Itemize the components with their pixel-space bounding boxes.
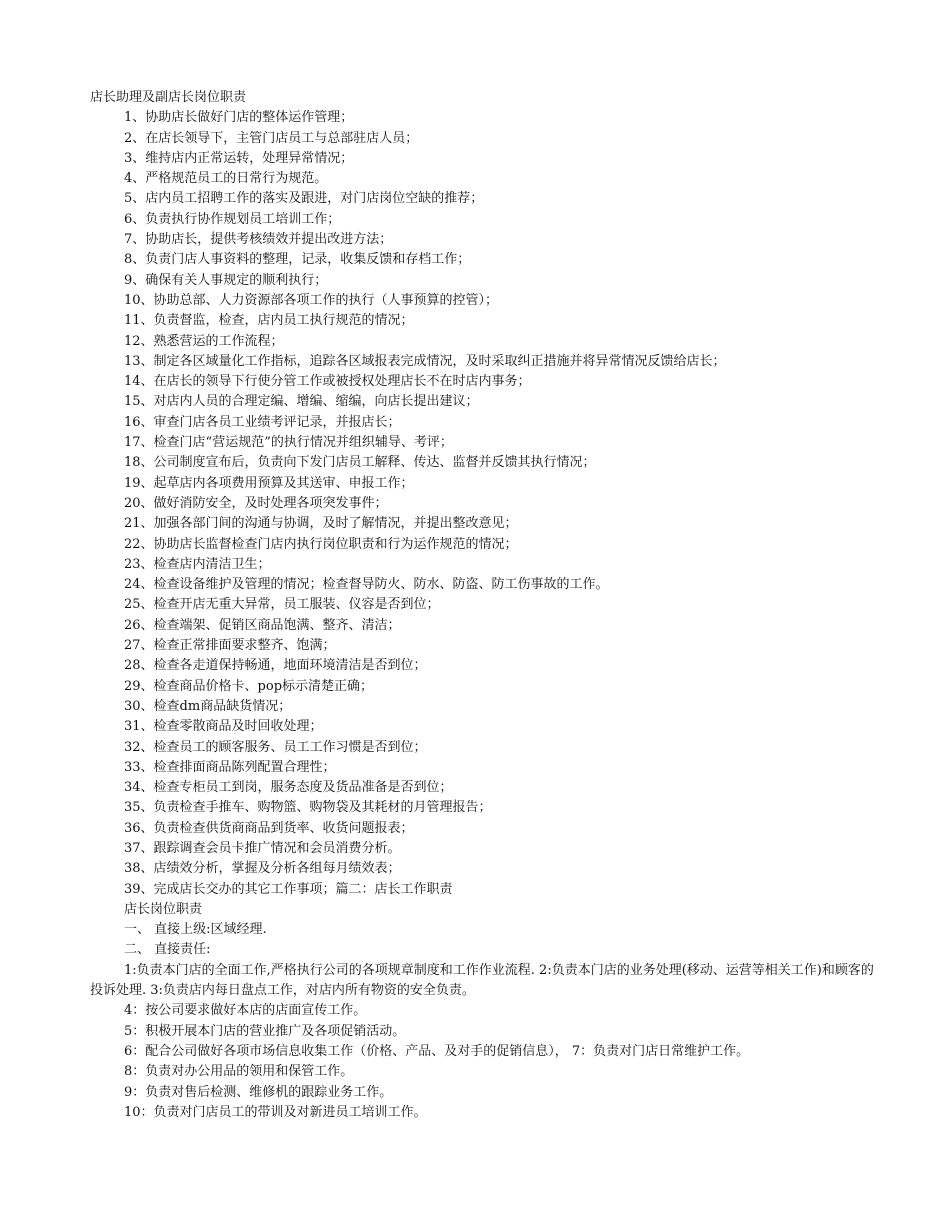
duty-item: 33、检查排面商品陈列配置合理性； (124, 759, 336, 775)
duty-item: 19、起草店内各项费用预算及其送审、申报工作； (124, 475, 414, 491)
duty-item: 25、检查开店无重大异常，员工服装、仪容是否到位； (124, 597, 440, 613)
duty-item: 27、检查正常排面要求整齐、饱满； (124, 638, 336, 654)
duty-item: 35、负责检查手推车、购物篮、购物袋及其耗材的月管理报告； (124, 800, 492, 816)
section2-paragraph: 9：负责对售后检测、维修机的跟踪业务工作。 (124, 1084, 393, 1100)
duty-item: 39、完成店长交办的其它工作事项；篇二：店长工作职责 (124, 881, 453, 897)
duty-item: 29、检查商品价格卡、pop标示清楚正确； (124, 678, 374, 694)
duty-item: 15、对店内人员的合理定编、增编、缩编，向店长提出建议； (124, 394, 479, 410)
section2-paragraph: 8：负责对办公用品的领用和保管工作。 (124, 1064, 354, 1080)
duty-item: 13、制定各区域量化工作指标，追踪各区域报表完成情况，及时采取纠正措施并将异常情况反馈给店长； (124, 353, 726, 369)
duty-item: 3、维持店内正常运转，处理异常情况； (124, 150, 354, 166)
duty-item: 32、检查员工的顾客服务、员工工作习惯是否到位； (124, 739, 427, 755)
duty-item: 28、检查各走道保持畅通，地面环境清洁是否到位； (124, 658, 427, 674)
duty-item: 23、检查店内清洁卫生； (124, 556, 271, 572)
duty-item: 21、加强各部门间的沟通与协调，及时了解情况，并提出整改意见； (124, 516, 518, 532)
section2-lines (90, 920, 880, 961)
duty-item: 6、负责执行协作规划员工培训工作； (124, 211, 341, 227)
section2-paragraph: 5：积极开展本门店的营业推广及各项促销活动。 (124, 1023, 406, 1039)
document-page (90, 88, 880, 1123)
duty-item: 20、做好消防安全，及时处理各项突发事件； (124, 495, 388, 511)
document-title: 店长助理及副店长岗位职责 (90, 90, 247, 105)
section2-line: 二、 直接责任: (124, 942, 211, 958)
section2-paragraph: 1:负责本门店的全面工作,严格执行公司的各项规章制度和工作作业流程. 2:负责本门店的业务处理(移动、运营等相关工作)和顾客的投诉处理. 3:负责店内每日盘点工作，对店内所有物资的安全负责。 (90, 962, 874, 999)
duty-item: 8、负责门店人事资料的整理，记录，收集反馈和存档工作； (124, 252, 471, 268)
duty-item: 9、确保有关人事规定的顺利执行； (124, 272, 328, 288)
duty-list (90, 108, 880, 900)
duty-item: 30、检查dm商品缺货情况； (124, 698, 292, 714)
section2-title: 店长岗位职责 (124, 901, 203, 917)
duty-item: 5、店内员工招聘工作的落实及跟进，对门店岗位空缺的推荐； (124, 191, 484, 207)
duty-item: 12、熟悉营运的工作流程； (124, 333, 284, 349)
duty-item: 26、检查端架、促销区商品饱满、整齐、清洁； (124, 617, 401, 633)
section2-paragraph: 10：负责对门店员工的带训及对新进员工培训工作。 (124, 1104, 427, 1120)
duty-item: 38、店绩效分析，掌握及分析各组每月绩效表； (124, 861, 401, 877)
duty-item: 14、在店长的领导下行使分管工作或被授权处理店长不在时店内事务； (124, 374, 531, 390)
duty-item: 10、协助总部、人力资源部各项工作的执行（人事预算的控管）； (124, 292, 499, 308)
duty-item: 17、检查门店“营运规范”的执行情况并组织辅导、考评； (124, 435, 453, 451)
section2-paragraph: 4：按公司要求做好本店的店面宣传工作。 (124, 1003, 367, 1019)
duty-item: 24、检查设备维护及管理的情况；检查督导防火、防水、防盗、防工伤事故的工作。 (124, 577, 609, 593)
duty-item: 36、负责检查供货商商品到货率、收货问题报表； (124, 820, 414, 836)
duty-item: 37、跟踪调查会员卡推广情况和会员消费分析。 (124, 840, 401, 856)
duty-item: 31、检查零散商品及时回收处理； (124, 719, 323, 735)
duty-item: 11、负责督监，检查，店内员工执行规范的情况； (124, 313, 414, 329)
duty-item: 34、检查专柜员工到岗，服务态度及货品准备是否到位； (124, 780, 453, 796)
duty-item: 7、协助店长，提供考核绩效并提出改进方法； (124, 232, 393, 248)
duty-item: 4、严格规范员工的日常行为规范。 (124, 171, 328, 187)
section2-line: 一、 直接上级:区域经理. (124, 922, 267, 938)
duty-item: 2、在店长领导下，主管门店员工与总部驻店人员； (124, 130, 419, 146)
duty-item: 18、公司制度宣布后，负责向下发门店员工解释、传达、监督并反馈其执行情况； (124, 455, 596, 471)
duty-item: 16、审查门店各员工业绩考评记录，并报店长； (124, 414, 401, 430)
section2-paragraphs (90, 961, 880, 1123)
duty-item: 22、协助店长监督检查门店内执行岗位职责和行为运作规范的情况； (124, 536, 518, 552)
section2-paragraph: 6：配合公司做好各项市场信息收集工作（价格、产品、及对手的促销信息）， 7：负责对门店日常维护工作。 (124, 1043, 750, 1059)
duty-item: 1、协助店长做好门店的整体运作管理； (124, 110, 354, 126)
